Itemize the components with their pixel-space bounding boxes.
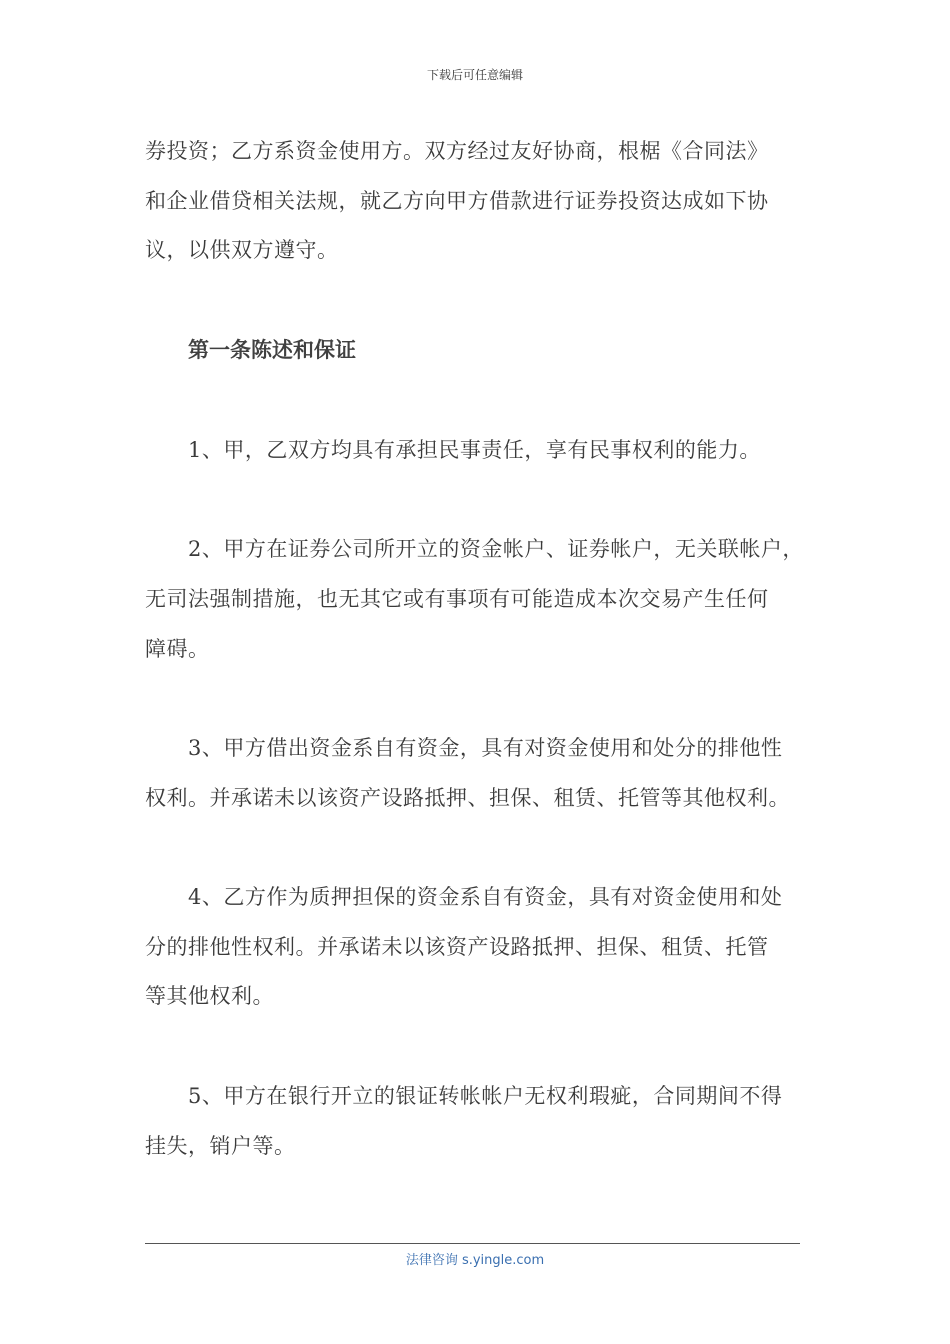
intro-line-2: 和企业借贷相关法规，就乙方向甲方借款进行证券投资达成如下协: [145, 189, 769, 213]
item-1-line-1: 1、甲，乙双方均具有承担民事责任，享有民事权利的能力。: [188, 438, 761, 462]
footer-link[interactable]: 法律咨询 s.yingle.com: [405, 1253, 545, 1268]
item-3-line-1: 3、甲方借出资金系自有资金，具有对资金使用和处分的排他性: [188, 736, 783, 760]
header-note: 下载后可任意编辑: [426, 68, 523, 82]
intro-line-3: 议，以供双方遵守。: [145, 238, 339, 262]
item-5-line-1: 5、甲方在银行开立的银证转帐帐户无权利瑕疵，合同期间不得: [188, 1084, 783, 1108]
article-heading: 第一条陈述和保证: [188, 338, 356, 362]
intro-line-1: 券投资；乙方系资金使用方。双方经过友好协商，根椐《合同法》: [145, 139, 769, 163]
item-4-line-1: 4、乙方作为质押担保的资金系自有资金，具有对资金使用和处: [188, 885, 783, 909]
footer-divider: [145, 1243, 800, 1244]
item-2-line-1: 2、甲方在证券公司所开立的资金帐户、证券帐户，无关联帐户，: [188, 537, 804, 561]
item-2-line-2: 无司法强制措施，也无其它或有事项有可能造成本次交易产生任何: [145, 587, 769, 611]
item-5-line-2: 挂失，销户等。: [145, 1134, 296, 1158]
item-4-line-2: 分的排他性权利。并承诺未以该资产设路抵押、担保、租赁、托管: [145, 935, 769, 959]
item-3-line-2: 权利。并承诺未以该资产设路抵押、担保、租赁、托管等其他权利。: [145, 786, 790, 810]
item-4-line-3: 等其他权利。: [145, 984, 274, 1008]
item-2-line-3: 障碍。: [145, 637, 210, 661]
